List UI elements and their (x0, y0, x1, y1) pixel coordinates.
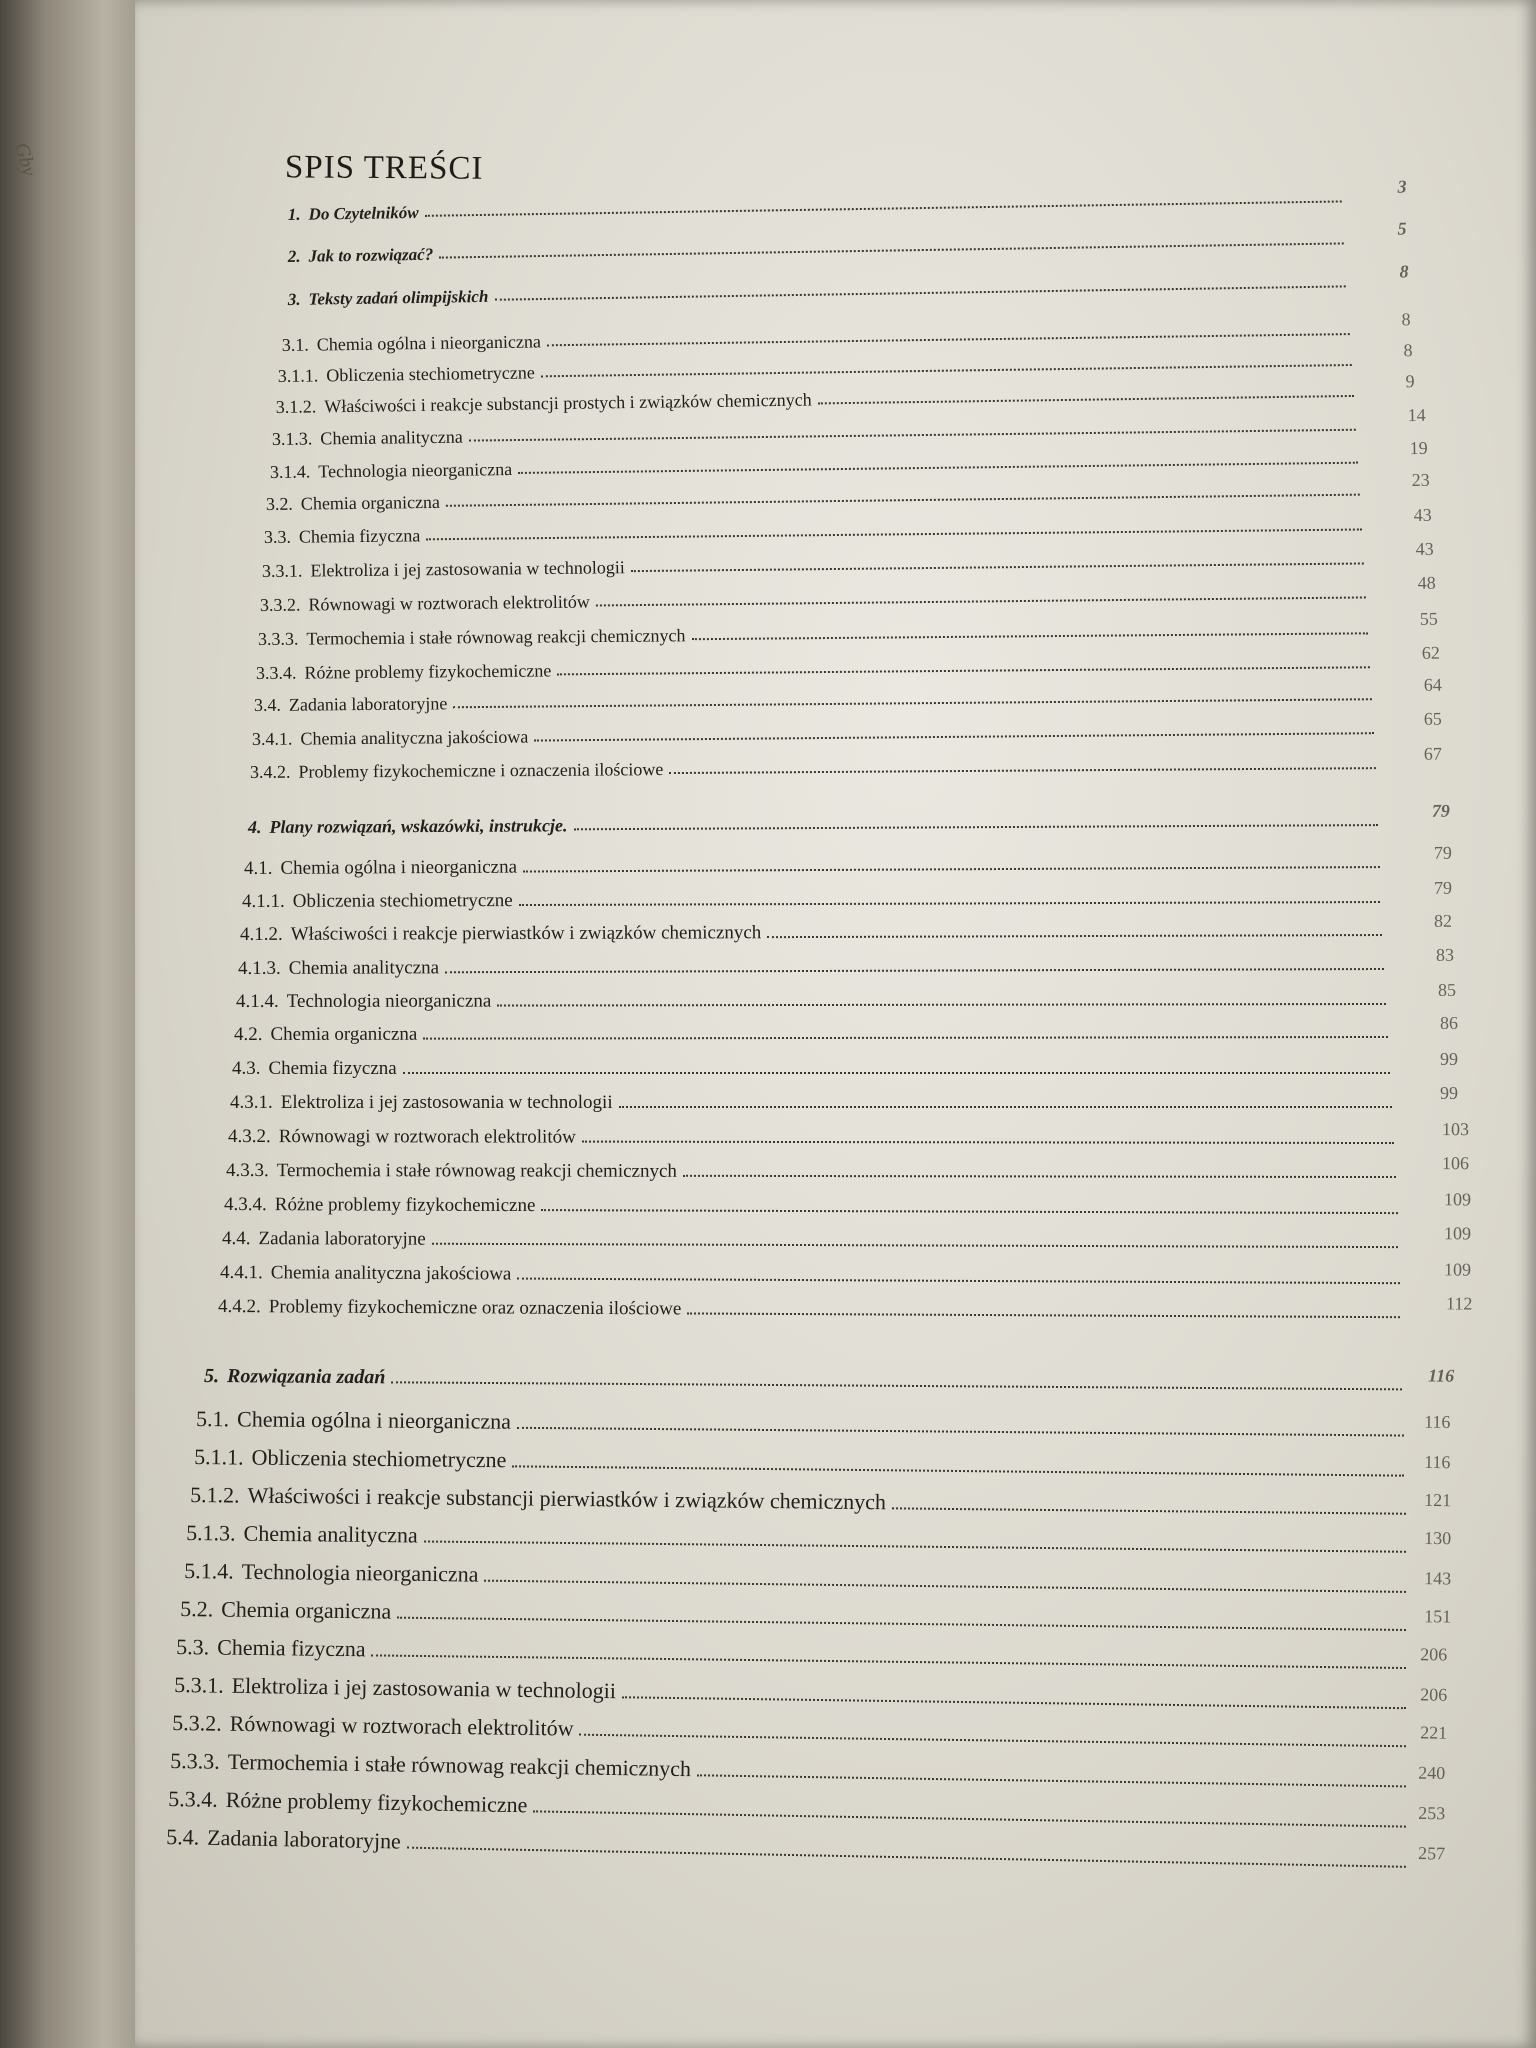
toc-entry-number: 1. (287, 204, 301, 225)
toc-entry-label: Chemia organiczna (221, 1596, 392, 1624)
toc-entry-number: 3.1.2. (275, 396, 317, 418)
toc-entry-page: 206 (1420, 1684, 1448, 1705)
toc-entry-label: Teksty zadań olimpijskich (308, 286, 489, 309)
toc-dot-leader (631, 562, 1364, 572)
toc-entry-label: Technologia nieorganiczna (286, 990, 492, 1012)
toc-entry-page: 206 (1420, 1644, 1448, 1665)
toc-entry-label: Chemia organiczna (270, 1023, 418, 1045)
toc-entry-number: 5.3.4. (168, 1786, 218, 1812)
toc-dot-leader (518, 462, 1358, 474)
toc-entry-page: 130 (1424, 1527, 1452, 1549)
toc-dot-leader (494, 285, 1345, 300)
toc-dot-leader (547, 333, 1350, 346)
toc-entry-label: Problemy fizykochemiczne i oznaczenia ilościowe (298, 759, 664, 782)
toc-entry-label: Chemia ogólna i nieorganiczna (316, 331, 542, 355)
toc-dot-leader (517, 1278, 1400, 1285)
toc-dot-leader (446, 494, 1360, 507)
toc-entry-page: 112 (1446, 1293, 1473, 1314)
toc-entry (180, 1594, 1452, 1637)
toc-dot-leader (371, 1654, 1406, 1669)
toc-entry-number: 5.1.1. (194, 1444, 244, 1470)
toc-dot-leader (425, 200, 1342, 216)
toc-entry-label: Właściwości i reakcje pierwiastków i związków chemicznych (290, 922, 762, 945)
toc-entry-page: 106 (1442, 1153, 1470, 1174)
toc-entry-label: Chemia analityczna jakościowa (300, 726, 529, 749)
toc-entry-page: 8 (1403, 340, 1413, 361)
toc-dot-leader (407, 1847, 1406, 1868)
toc-entry-label: Chemia ogólna i nieorganiczna (237, 1406, 512, 1434)
toc-entry-label: Chemia analityczna (288, 957, 440, 979)
toc-entry-number: 3.2. (265, 493, 293, 515)
toc-dot-leader (557, 666, 1370, 675)
toc-entry-label: Plany rozwiązań, wskazówki, instrukcje. (269, 815, 568, 837)
toc-dot-leader (582, 1141, 1394, 1144)
toc-entry-number: 4.4. (222, 1228, 251, 1250)
toc-entry-label: Termochemia i stałe równowag reakcji chemicznych (276, 1160, 677, 1182)
toc-entry-label: Chemia organiczna (300, 491, 441, 514)
toc-entry (184, 1556, 1452, 1599)
toc-entry (243, 842, 1452, 880)
toc-entry (218, 1290, 1473, 1324)
toc-entry-number: 4.1. (243, 857, 273, 879)
toc-entry-number: 4.1.2. (239, 923, 283, 945)
toc-entry-page: 86 (1439, 1012, 1458, 1033)
toc-entry-number: 4.4.2. (218, 1296, 261, 1318)
toc-entry-label: Właściwości i reakcje substancji pierwiastków i związków chemicznych (247, 1482, 887, 1515)
toc-entry-number: 3.1.4. (269, 461, 311, 483)
toc-entry-label: Zadania laboratoryjne (207, 1824, 402, 1854)
toc-entry-page: 55 (1419, 608, 1438, 629)
toc-entry-number: 3.1. (281, 334, 309, 356)
toc-entry-label: Zadania laboratoryjne (288, 693, 448, 715)
toc-entry-number: 4.1.1. (241, 890, 285, 912)
toc-entry-page: 14 (1407, 404, 1426, 426)
toc-dot-leader (691, 632, 1367, 640)
toc-dot-leader (453, 698, 1372, 708)
toc-entry-number: 3.3.4. (255, 662, 297, 684)
toc-entry-label: Jak to rozwiązać? (308, 244, 434, 266)
toc-entry-number: 3.3.1. (261, 560, 303, 582)
toc-entry-number: 5.1.4. (184, 1558, 234, 1584)
toc-entry-number: 5.4. (166, 1824, 200, 1850)
toc-entry-number: 4.2. (233, 1023, 263, 1045)
toc-dot-leader (426, 529, 1362, 541)
toc-entry-number: 4.4.1. (220, 1262, 263, 1284)
toc-entry (287, 176, 1407, 225)
toc-entry-page: 67 (1423, 743, 1442, 764)
toc-entry (253, 674, 1442, 716)
toc-entry-number: 5.1. (196, 1406, 230, 1432)
toc-entry-number: 4.3.4. (224, 1194, 267, 1216)
toc-entry-page: 43 (1413, 504, 1432, 525)
toc-entry (172, 1708, 1448, 1753)
toc-entry-page: 3 (1397, 176, 1407, 197)
toc-dot-leader (767, 934, 1382, 938)
toc-dot-leader (391, 1381, 1402, 1390)
toc-dot-leader (622, 1696, 1406, 1709)
toc-entry (259, 572, 1436, 616)
toc-entry-label: Chemia fizyczna (268, 1058, 397, 1079)
toc-entry-page: 79 (1433, 877, 1452, 898)
toc-entry-page: 48 (1417, 572, 1436, 593)
toc-entry-page: 79 (1433, 842, 1452, 863)
toc-entry-page: 257 (1417, 1843, 1446, 1864)
toc-dot-leader (484, 1580, 1406, 1593)
toc-dot-leader (432, 1243, 1398, 1248)
toc-entry-number: 5.2. (180, 1596, 214, 1622)
toc-entry-page: 116 (1424, 1411, 1451, 1432)
toc-entry-label: Termochemia i stałe równowag reakcji chemicznych (306, 625, 686, 649)
toc-entry (190, 1480, 1452, 1521)
toc-entry-number: 3.3.2. (259, 594, 301, 616)
toc-entry (230, 1083, 1458, 1114)
toc-dot-leader (519, 901, 1380, 906)
toc-entry-number: 5.1.2. (190, 1482, 240, 1508)
toc-entry (287, 261, 1409, 310)
toc-entry-page: 143 (1424, 1568, 1452, 1589)
toc-entry-number: 5.3. (176, 1634, 210, 1660)
toc-entry-label: Równowagi w roztworach elektrolitów (229, 1710, 574, 1741)
toc-entry-number: 4.3.1. (230, 1092, 273, 1113)
toc-entry-number: 5.3.2. (172, 1710, 222, 1736)
toc-entry-number: 4.3. (232, 1058, 261, 1079)
toc-dot-leader (669, 767, 1376, 774)
toc-entry (222, 1222, 1472, 1254)
toc-entry-page: 65 (1423, 708, 1442, 729)
toc-entry (196, 1404, 1451, 1443)
toc-entry-number: 3.3.3. (257, 628, 299, 650)
toc-entry (186, 1518, 1452, 1559)
toc-entry (220, 1256, 1472, 1290)
toc-dot-leader (580, 1734, 1406, 1748)
toc-entry-number: 3.4. (253, 694, 281, 716)
toc-entry-label: Technologia nieorganiczna (318, 459, 513, 482)
toc-entry-label: Równowagi w roztworach elektrolitów (308, 591, 590, 615)
toc-entry-label: Problemy fizykochemiczne oraz oznaczenia ilościowe (268, 1296, 682, 1320)
toc-entry-page: 240 (1418, 1762, 1446, 1784)
toc-dot-leader (541, 364, 1352, 377)
toc-entry-label: Technologia nieorganiczna (241, 1558, 479, 1587)
toc-entry-page: 221 (1420, 1722, 1448, 1743)
toc-entry-page: 83 (1435, 944, 1454, 965)
toc-entry-page: 43 (1415, 538, 1434, 559)
toc-entry-label: Różne problemy fizykochemiczne (225, 1787, 528, 1818)
toc-entry (247, 800, 1450, 838)
toc-entry-label: Termochemia i stałe równowag reakcji chemicznych (227, 1748, 692, 1782)
toc-entry-page: 103 (1442, 1119, 1470, 1140)
toc-entry-number: 3.4.1. (251, 728, 293, 750)
toc-dot-leader (574, 824, 1378, 830)
toc-entry-label: Chemia analityczna (320, 426, 463, 449)
toc-entry-label: Do Czytelników (308, 202, 419, 224)
toc-entry-label: Chemia analityczna (243, 1520, 418, 1548)
toc-entry-page: 121 (1424, 1489, 1452, 1511)
toc-entry-page: 19 (1409, 437, 1428, 459)
toc-entry (241, 877, 1452, 913)
toc-entry-number: 5.3.1. (174, 1672, 224, 1698)
toc-dot-leader (497, 1003, 1386, 1007)
toc-dot-leader (512, 1465, 1404, 1476)
toc-entry-page: 116 (1424, 1451, 1451, 1473)
toc-entry-label: Chemia analityczna jakościowa (270, 1262, 512, 1285)
page-title: SPIS TREŚCI (284, 149, 484, 187)
toc-entry (237, 944, 1454, 980)
toc-entry-page: 99 (1440, 1083, 1458, 1103)
toc-dot-leader (523, 866, 1380, 872)
toc-entry-number: 5. (204, 1365, 220, 1388)
toc-entry-page: 23 (1411, 469, 1430, 491)
toc-entry-page: 9 (1405, 371, 1415, 392)
toc-entry-label: Obliczenia stechiometryczne (292, 890, 513, 912)
toc-entry-page: 8 (1401, 309, 1411, 330)
toc-dot-leader (534, 732, 1374, 741)
toc-entry-number: 4.3.2. (228, 1126, 271, 1148)
toc-entry-page: 99 (1440, 1049, 1458, 1069)
toc-dot-leader (683, 1175, 1396, 1178)
toc-entry-page: 85 (1437, 979, 1456, 1000)
toc-entry-number: 3.1.3. (271, 428, 313, 450)
toc-dot-leader (596, 596, 1366, 606)
toc-entry (251, 708, 1442, 750)
toc-entry-number: 4. (247, 816, 262, 837)
toc-dot-leader (469, 429, 1356, 442)
toc-entry-page: 8 (1399, 261, 1409, 282)
toc-entry (257, 608, 1438, 650)
toc-dot-leader (697, 1774, 1406, 1787)
toc-dot-leader (541, 1209, 1398, 1214)
toc-entry-number: 3.1.1. (277, 365, 319, 387)
toc-entry-page: 82 (1433, 910, 1452, 931)
toc-entry-page: 62 (1421, 642, 1440, 663)
toc-dot-leader (403, 1072, 1390, 1074)
toc-entry (174, 1670, 1448, 1715)
toc-entry (235, 979, 1456, 1013)
toc-dot-leader (818, 395, 1354, 404)
toc-entry (249, 743, 1442, 783)
toc-entry (194, 1442, 1451, 1483)
toc-entry-label: Chemia ogólna i nieorganiczna (280, 856, 518, 879)
toc-entry-label: Elektroliza i jej zastosowania w technologii (280, 1092, 613, 1113)
toc-entry-number: 5.1.3. (186, 1520, 236, 1546)
toc-entry-label: Chemia fizyczna (217, 1634, 366, 1662)
toc-entry-label: Zadania laboratoryjne (258, 1228, 426, 1250)
toc-entry-page: 116 (1428, 1365, 1455, 1386)
toc-entry-label: Właściwości i reakcje substancji prostych i związków chemicznych (324, 389, 812, 417)
toc-dot-leader (533, 1810, 1406, 1827)
toc-dot-leader (619, 1106, 1392, 1108)
toc-entry-page: 109 (1444, 1189, 1472, 1210)
toc-entry-page: 109 (1444, 1259, 1472, 1280)
toc-entry-page: 151 (1424, 1606, 1452, 1627)
toc-entry-page: 253 (1418, 1802, 1446, 1824)
toc-entry-label: Elektroliza i jej zastosowania w technologii (310, 557, 625, 581)
toc-dot-leader (517, 1427, 1404, 1437)
toc-entry-number: 3. (287, 289, 301, 310)
toc-entry (255, 642, 1440, 684)
toc-entry-label: Elektroliza i jej zastosowania w technologii (231, 1672, 617, 1704)
toc-entry-label: Równowagi w roztworach elektrolitów (278, 1126, 576, 1148)
toc-dot-leader (445, 968, 1384, 973)
toc-entry (261, 538, 1434, 582)
toc-dot-leader (687, 1312, 1400, 1318)
margin-tick-mark: › (6, 520, 12, 540)
toc-entry-page: 79 (1431, 800, 1450, 821)
toc-dot-leader (439, 242, 1343, 258)
toc-entry-number: 5.3.3. (170, 1748, 220, 1774)
toc-entry-number: 4.1.4. (235, 990, 279, 1012)
toc-dot-leader (397, 1617, 1406, 1631)
toc-entry-label: Obliczenia stechiometryczne (326, 362, 535, 386)
toc-dot-leader (423, 1036, 1388, 1040)
toc-entry-number: 2. (287, 246, 301, 267)
toc-entry (287, 218, 1407, 267)
toc-entry (226, 1153, 1470, 1184)
toc-dot-leader (892, 1507, 1406, 1514)
toc-entry (239, 910, 1452, 946)
toc-entry-label: Chemia fizyczna (298, 525, 421, 547)
toc-entry-page: 64 (1423, 674, 1442, 695)
toc-entry-label: Różne problemy fizykochemiczne (274, 1194, 536, 1217)
toc-entry-label: Rozwiązania zadań (227, 1365, 386, 1389)
toc-entry-number: 4.1.3. (237, 957, 281, 979)
toc-entry (224, 1188, 1472, 1220)
toc-entry-number: 3.3. (263, 526, 291, 548)
toc-entry (204, 1360, 1455, 1396)
toc-entry-label: Różne problemy fizykochemiczne (304, 660, 552, 683)
toc-entry (233, 1012, 1458, 1046)
toc-entry-label: Obliczenia stechiometryczne (251, 1444, 507, 1473)
toc-dot-leader (424, 1540, 1406, 1552)
margin-handwritten-note: Gby (10, 140, 41, 179)
toc-entry-page: 109 (1444, 1223, 1472, 1244)
toc-entry-number: 4.3.3. (226, 1160, 269, 1182)
toc-entry (232, 1049, 1458, 1080)
toc-entry (176, 1632, 1448, 1675)
toc-entry-page: 5 (1397, 218, 1407, 239)
toc-entry (228, 1119, 1470, 1150)
toc-entry-number: 3.4.2. (249, 761, 291, 782)
